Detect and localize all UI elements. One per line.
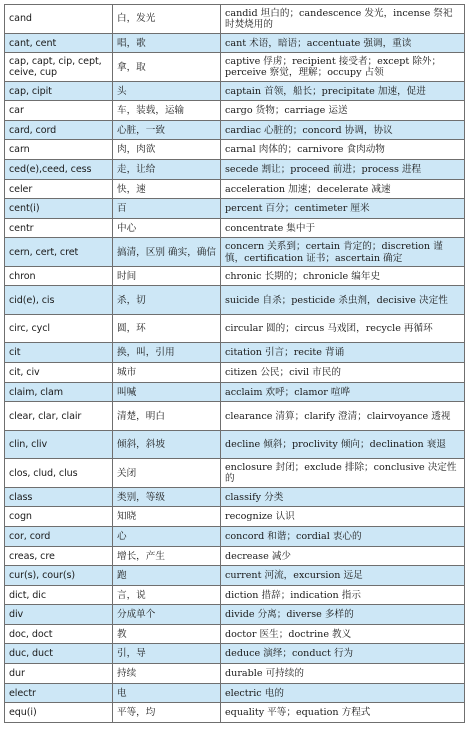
root-cell: cit xyxy=(5,343,113,363)
examples-cell: divide 分离；diverse 多样的 xyxy=(221,605,465,625)
meaning-cell: 跑 xyxy=(113,566,221,586)
examples-cell: captain 首领，船长；precipitate 加速，促进 xyxy=(221,81,465,101)
meaning-cell: 车，装载，运输 xyxy=(113,101,221,121)
root-cell: doc, doct xyxy=(5,624,113,644)
root-cell: cit, civ xyxy=(5,363,113,383)
root-cell: celer xyxy=(5,179,113,199)
root-cell: centr xyxy=(5,218,113,238)
table-row xyxy=(5,218,465,238)
table-row xyxy=(5,703,465,723)
root-cell: cor, cord xyxy=(5,526,113,546)
meaning-cell: 白，发光 xyxy=(113,5,221,34)
table-row xyxy=(5,343,465,363)
root-cell: cur(s), cour(s) xyxy=(5,566,113,586)
table-row xyxy=(5,53,465,82)
examples-cell: chronic 长期的；chronicle 编年史 xyxy=(221,266,465,286)
meaning-cell: 搞清，区别 确实，确信 xyxy=(113,238,221,267)
examples-cell: doctor 医生；doctrine 教义 xyxy=(221,624,465,644)
table-row xyxy=(5,459,465,488)
examples-cell: percent 百分；centimeter 厘米 xyxy=(221,199,465,219)
meaning-cell: 知晓 xyxy=(113,507,221,527)
meaning-cell: 教 xyxy=(113,624,221,644)
table-row xyxy=(5,566,465,586)
table-row xyxy=(5,382,465,402)
meaning-cell: 快，速 xyxy=(113,179,221,199)
root-cell: dict, dic xyxy=(5,585,113,605)
meaning-cell: 叫喊 xyxy=(113,382,221,402)
table-row xyxy=(5,507,465,527)
meaning-cell: 中心 xyxy=(113,218,221,238)
examples-cell: acceleration 加速；decelerate 减速 xyxy=(221,179,465,199)
table-row xyxy=(5,179,465,199)
examples-cell: cargo 货物；carriage 运送 xyxy=(221,101,465,121)
table-row xyxy=(5,159,465,179)
root-cell: clos, clud, clus xyxy=(5,459,113,488)
root-cell: cap, cipit xyxy=(5,81,113,101)
root-cell: ced(e),ceed, cess xyxy=(5,159,113,179)
meaning-cell: 圆，环 xyxy=(113,314,221,343)
examples-cell: acclaim 欢呼；clamor 喧哗 xyxy=(221,382,465,402)
meaning-cell: 头 xyxy=(113,81,221,101)
examples-cell: cardiac 心脏的；concord 协调，协议 xyxy=(221,120,465,140)
table-row xyxy=(5,624,465,644)
examples-cell: enclosure 封闭；exclude 排除；conclusive 决定性的 xyxy=(221,459,465,488)
root-cell: class xyxy=(5,487,113,507)
examples-cell: circular 圆的；circus 马戏团，recycle 再循环 xyxy=(221,314,465,343)
root-cell: carn xyxy=(5,140,113,160)
examples-cell: carnal 肉体的；carnivore 食肉动物 xyxy=(221,140,465,160)
root-cell: cand xyxy=(5,5,113,34)
root-cell: dur xyxy=(5,664,113,684)
table-row xyxy=(5,120,465,140)
table-row xyxy=(5,286,465,315)
table-row xyxy=(5,526,465,546)
root-cell: circ, cycl xyxy=(5,314,113,343)
meaning-cell: 心 xyxy=(113,526,221,546)
word-root-table xyxy=(4,4,465,723)
examples-cell: deduce 演绎；conduct 行为 xyxy=(221,644,465,664)
meaning-cell: 关闭 xyxy=(113,459,221,488)
meaning-cell: 类别，等级 xyxy=(113,487,221,507)
table-row xyxy=(5,314,465,343)
meaning-cell: 倾斜，斜坡 xyxy=(113,430,221,459)
table-row xyxy=(5,664,465,684)
table-row xyxy=(5,402,465,431)
examples-cell: diction 措辞；indication 指示 xyxy=(221,585,465,605)
examples-cell: captive 俘虏；recipient 接受者；except 除外；perceive 察觉，理解；occupy 占领 xyxy=(221,53,465,82)
table-row xyxy=(5,585,465,605)
examples-cell: clearance 清算；clarify 澄清；clairvoyance 透视 xyxy=(221,402,465,431)
root-cell: chron xyxy=(5,266,113,286)
table-row xyxy=(5,487,465,507)
examples-cell: candid 坦白的；candescence 发光，incense 祭祀时焚烧用的 xyxy=(221,5,465,34)
examples-cell: citation 引言；recite 背诵 xyxy=(221,343,465,363)
examples-cell: concord 和谐；cordial 衷心的 xyxy=(221,526,465,546)
root-cell: duc, duct xyxy=(5,644,113,664)
examples-cell: suicide 自杀；pesticide 杀虫剂，decisive 决定性 xyxy=(221,286,465,315)
meaning-cell: 平等，均 xyxy=(113,703,221,723)
examples-cell: electric 电的 xyxy=(221,683,465,703)
meaning-cell: 城市 xyxy=(113,363,221,383)
examples-cell: decrease 减少 xyxy=(221,546,465,566)
meaning-cell: 分成单个 xyxy=(113,605,221,625)
examples-cell: concentrate 集中于 xyxy=(221,218,465,238)
meaning-cell: 引，导 xyxy=(113,644,221,664)
root-cell: claim, clam xyxy=(5,382,113,402)
meaning-cell: 言，说 xyxy=(113,585,221,605)
examples-cell: recognize 认识 xyxy=(221,507,465,527)
meaning-cell: 肉，肉欲 xyxy=(113,140,221,160)
root-cell: cid(e), cis xyxy=(5,286,113,315)
table-row xyxy=(5,430,465,459)
meaning-cell: 百 xyxy=(113,199,221,219)
meaning-cell: 走，让给 xyxy=(113,159,221,179)
root-cell: cap, capt, cip, cept, ceive, cup xyxy=(5,53,113,82)
meaning-cell: 电 xyxy=(113,683,221,703)
meaning-cell: 清楚，明白 xyxy=(113,402,221,431)
root-cell: div xyxy=(5,605,113,625)
meaning-cell: 持续 xyxy=(113,664,221,684)
root-cell: cogn xyxy=(5,507,113,527)
table-row xyxy=(5,5,465,34)
meaning-cell: 杀，切 xyxy=(113,286,221,315)
root-cell: clin, cliv xyxy=(5,430,113,459)
examples-cell: classify 分类 xyxy=(221,487,465,507)
table-row xyxy=(5,140,465,160)
meaning-cell: 唱，歌 xyxy=(113,33,221,53)
examples-cell: durable 可持续的 xyxy=(221,664,465,684)
root-cell: card, cord xyxy=(5,120,113,140)
meaning-cell: 增长，产生 xyxy=(113,546,221,566)
meaning-cell: 时间 xyxy=(113,266,221,286)
root-cell: cant, cent xyxy=(5,33,113,53)
examples-cell: decline 倾斜；proclivity 倾向；declination 衰退 xyxy=(221,430,465,459)
root-cell: car xyxy=(5,101,113,121)
table-row xyxy=(5,363,465,383)
root-cell: cent(i) xyxy=(5,199,113,219)
table-row xyxy=(5,101,465,121)
root-cell: equ(i) xyxy=(5,703,113,723)
root-cell: clear, clar, clair xyxy=(5,402,113,431)
examples-cell: concern 关系到；certain 肯定的；discretion 谨慎，certification 证书；ascertain 确定 xyxy=(221,238,465,267)
examples-cell: citizen 公民；civil 市民的 xyxy=(221,363,465,383)
root-cell: electr xyxy=(5,683,113,703)
table-row xyxy=(5,199,465,219)
table-row xyxy=(5,33,465,53)
examples-cell: equality 平等；equation 方程式 xyxy=(221,703,465,723)
table-body xyxy=(5,5,465,723)
table-row xyxy=(5,605,465,625)
table-row xyxy=(5,644,465,664)
examples-cell: current 河流，excursion 远足 xyxy=(221,566,465,586)
meaning-cell: 心脏，一致 xyxy=(113,120,221,140)
root-cell: cern, cert, cret xyxy=(5,238,113,267)
root-cell: creas, cre xyxy=(5,546,113,566)
table-row xyxy=(5,546,465,566)
examples-cell: cant 术语，暗语；accentuate 强调，重读 xyxy=(221,33,465,53)
table-row xyxy=(5,683,465,703)
table-row xyxy=(5,81,465,101)
meaning-cell: 拿，取 xyxy=(113,53,221,82)
examples-cell: secede 割让；proceed 前进；process 进程 xyxy=(221,159,465,179)
word-root-table-container xyxy=(4,4,465,723)
meaning-cell: 换，叫，引用 xyxy=(113,343,221,363)
table-row xyxy=(5,238,465,267)
table-row xyxy=(5,266,465,286)
